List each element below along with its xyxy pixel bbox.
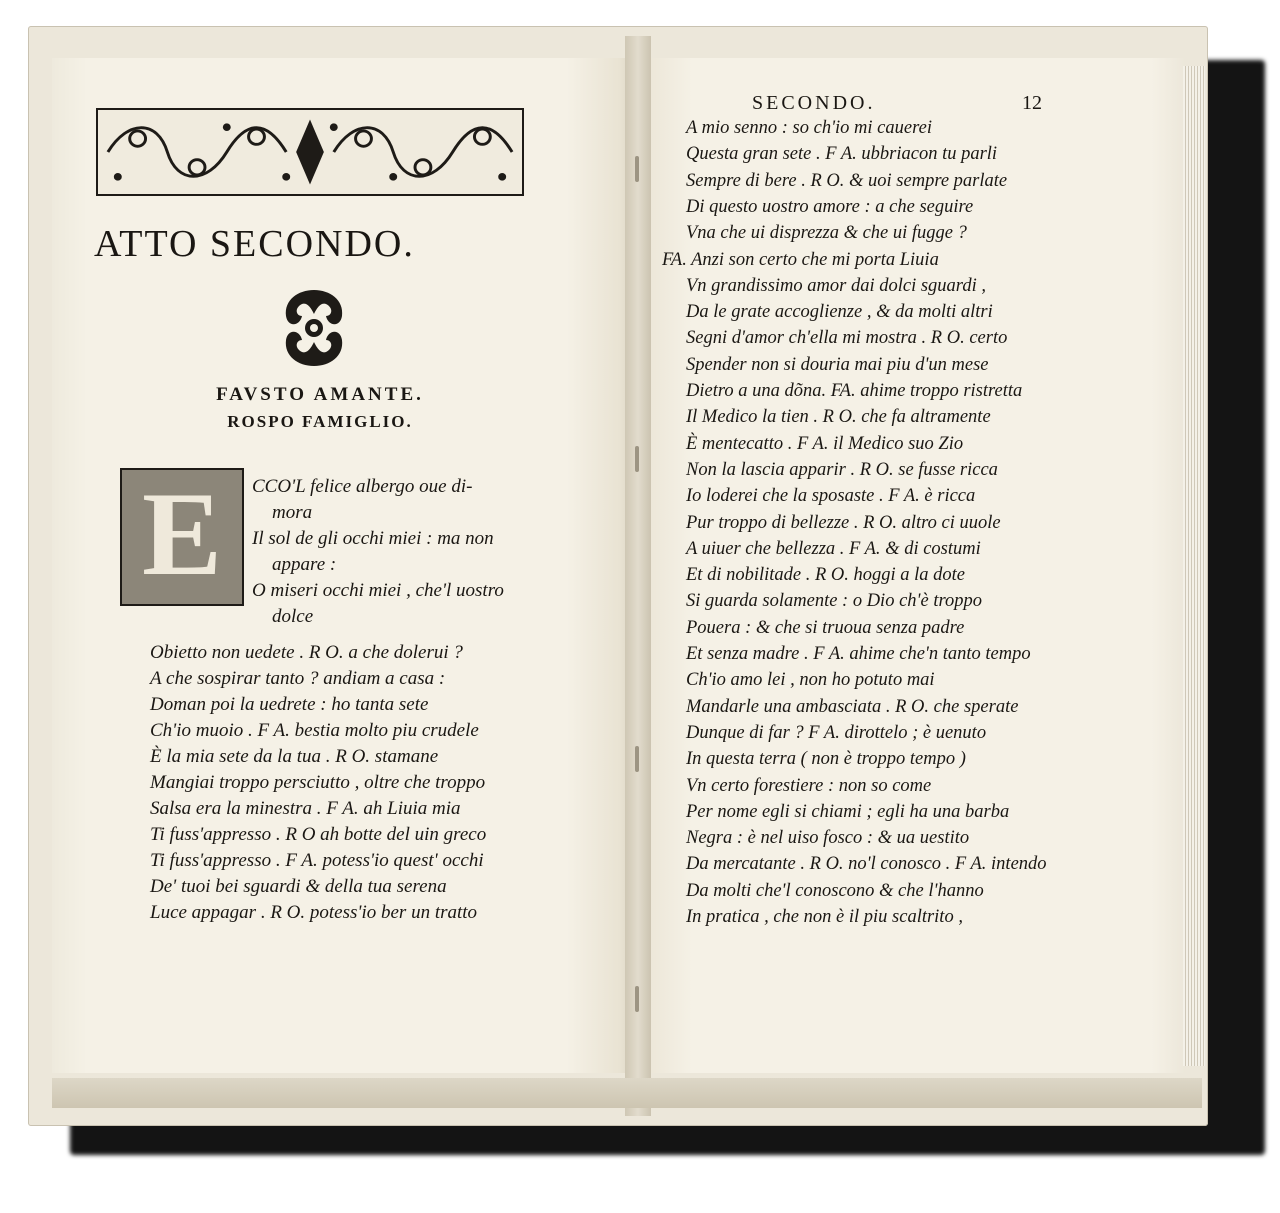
- book-bottom-edge: [52, 1078, 1202, 1108]
- verse-line: Pouera : & che si truoua senza padre: [686, 617, 965, 638]
- binding-stitch: [635, 446, 639, 472]
- verse-line: Spender non si douria mai piu d'un mese: [686, 354, 989, 375]
- verse-line: Mangiai troppo persciutto , oltre che troppo: [150, 772, 486, 793]
- verse-line: Luce appagar . R O. potess'io ber un tratto: [150, 902, 478, 923]
- verse-line: FA. Anzi son certo che mi porta Liuia: [662, 249, 939, 270]
- verse-line: Segni d'amor ch'ella mi mostra . R O. certo: [686, 328, 1008, 349]
- verse-line: Da le grate accoglienze , & da molti altri: [686, 302, 993, 323]
- running-head: SECONDO.: [752, 92, 876, 114]
- verse-line: Questa gran sete . F A. ubbriacon tu parli: [686, 144, 998, 165]
- page-edges: [1183, 66, 1205, 1066]
- verse-line: mora: [272, 502, 313, 523]
- verse-line: Pur troppo di bellezze . R O. altro ci uuole: [686, 512, 1001, 533]
- verse-line: Di questo uostro amore : a che seguire: [686, 196, 974, 217]
- verse-line: A mio senno : so ch'io mi cauerei: [686, 118, 932, 138]
- verse-line: Io loderei che la sposaste . F A. è ricca: [686, 486, 976, 507]
- verse-line: Ch'io muoio . F A. bestia molto piu crudele: [150, 720, 479, 741]
- verse-line: In pratica , che non è il piu scaltrito ,: [686, 907, 963, 927]
- verse-line: Il Medico la tien . R O. che fa altramente: [686, 407, 991, 428]
- initial-letter: E: [141, 468, 223, 600]
- verse-line: Dietro a una dõna. FA. ahime troppo ristretta: [686, 381, 1023, 401]
- verse-line: appare :: [272, 554, 337, 575]
- verse-line: Doman poi la uedrete : ho tanta sete: [150, 694, 429, 715]
- act-title: ATTO SECONDO.: [94, 223, 415, 265]
- binding-stitch: [635, 156, 639, 182]
- book-gutter: [625, 36, 651, 1116]
- verse-line: Vn grandissimo amor dai dolci sguardi ,: [686, 275, 986, 296]
- verse-line: A uiuer che bellezza . F A. & di costumi: [686, 538, 981, 559]
- verse-line: Obietto non uedete . R O. a che dolerui ?: [150, 642, 463, 663]
- verse-line: Et di nobilitade . R O. hoggi a la dote: [686, 565, 966, 586]
- verse-line: Salsa era la minestra . F A. ah Liuia mia: [150, 798, 461, 819]
- verse-line: De' tuoi bei sguardi & della tua serena: [150, 876, 447, 897]
- verse-line: Vn certo forestiere : non so come: [686, 775, 932, 796]
- verse-line: Ti fuss'appresso . R O ah botte del uin greco: [150, 824, 487, 845]
- verse-line: Sempre di bere . R O. & uoi sempre parlate: [686, 170, 1008, 191]
- verse-line: Ch'io amo lei , non ho potuto mai: [686, 670, 935, 691]
- page-number: 12: [1022, 92, 1042, 114]
- verse-line: Da mercatante . R O. no'l conosco . F A. intendo: [686, 854, 1047, 875]
- verse-line: Il sol de gli occhi miei : ma non: [252, 528, 494, 549]
- verse-line: CCO'L felice albergo oue di-: [252, 476, 473, 497]
- fleuron-ornament: [278, 286, 350, 370]
- verse-line: Ti fuss'appresso . F A. potess'io quest' occhi: [150, 850, 484, 871]
- decorated-initial: [120, 468, 244, 606]
- binding-stitch: [635, 986, 639, 1012]
- verse-line: Dunque di far ? F A. dirottelo ; è uenuto: [686, 722, 987, 743]
- verse-line: Non la lascia apparir . R O. se fusse ricca: [686, 459, 998, 480]
- verse-line: È la mia sete da la tua . R O. stamane: [150, 746, 439, 767]
- verse-line: Da molti che'l conoscono & che l'hanno: [686, 880, 984, 901]
- verse-line: Mandarle una ambasciata . R O. che sperate: [686, 696, 1019, 717]
- cast-fausto: FAVSTO AMANTE.: [216, 384, 424, 405]
- verse-line: Per nome egli si chiami ; egli ha una barba: [686, 801, 1010, 822]
- verse-line: dolce: [272, 606, 314, 627]
- verse-line: Vna che ui disprezza & che ui fugge ?: [686, 223, 967, 244]
- cast-rospo: ROSPO FAMIGLIO.: [227, 412, 413, 431]
- verse-line: È mentecatto . F A. il Medico suo Zio: [686, 433, 964, 454]
- verse-line: In questa terra ( non è troppo tempo ): [686, 749, 966, 770]
- verse-line: Si guarda solamente : o Dio ch'è troppo: [686, 591, 982, 612]
- verse-line: A che sospirar tanto ? andiam a casa :: [150, 668, 446, 689]
- ornamental-headpiece: [96, 108, 524, 196]
- verse-line: O miseri occhi miei , che'l uostro: [252, 580, 504, 601]
- binding-stitch: [635, 746, 639, 772]
- verse-line: Et senza madre . F A. ahime che'n tanto tempo: [686, 644, 1031, 664]
- verse-line: Negra : è nel uiso fosco : & ua uestito: [686, 828, 970, 849]
